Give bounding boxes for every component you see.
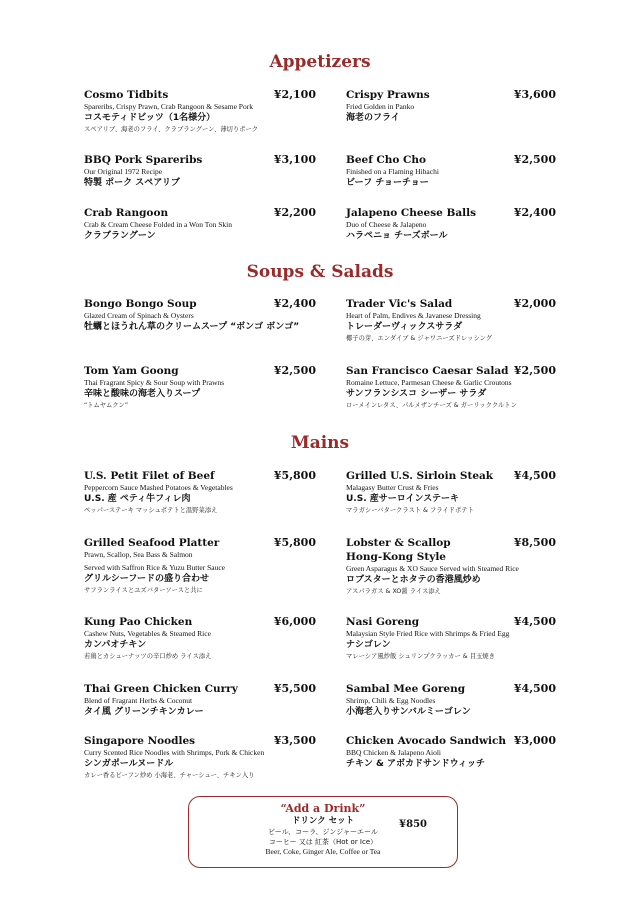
menu-item-jalapeno-cheese-balls [346, 206, 556, 243]
item-note-jp: マラガシーバタークラスト & フライドポテト [346, 507, 474, 514]
item-name-jp: 辛味と酸味の海老入りスープ [84, 389, 201, 399]
item-name: Trader Vic's Salad [346, 298, 453, 310]
section-title-mains: Mains [290, 433, 350, 453]
item-name-jp: 特製 ポーク スペアリブ [84, 178, 180, 188]
item-name: Grilled Seafood Platter [84, 537, 220, 549]
menu-item-us-petit-filet [84, 469, 316, 516]
drink-list-jp: ビール、コーラ、ジンジャーエール [268, 828, 378, 836]
item-description: Our Original 1972 Recipe [84, 167, 163, 176]
menu-item-crispy-prawns [346, 88, 556, 125]
menu-item-tom-yam-goong [84, 364, 316, 411]
item-name-jp: チキン & アボカドサンドウィッチ [346, 759, 486, 769]
item-name: Jalapeno Cheese Balls [346, 207, 477, 219]
item-description: Finished on a Flaming Hibachi [346, 167, 439, 176]
item-name-jp: サンフランシスコ シーザー サラダ [346, 389, 487, 399]
item-name-jp: ナシゴレン [346, 640, 391, 650]
item-name-jp: クラブラングーン [84, 231, 156, 241]
item-name: Crispy Prawns [346, 89, 430, 101]
item-name-jp: ロブスターとホタテの香港風炒め [346, 575, 481, 585]
item-price: ¥5,500 [273, 682, 316, 695]
item-price: ¥2,500 [513, 364, 556, 377]
item-price: ¥2,100 [273, 88, 316, 101]
item-note-jp: カレー香るビーフン炒め 小海老、チャーシュー、チキン入り [84, 772, 255, 779]
item-note-jp: アスパラガス & XO醤 ライス添え [346, 588, 441, 595]
item-name: Beef Cho Cho [346, 154, 427, 166]
item-price: ¥4,500 [513, 469, 556, 482]
item-description: Blend of Fragrant Herbs & Coconut [84, 696, 193, 705]
item-name: Crab Rangoon [84, 207, 169, 219]
item-note-jp: マレーシア風炒飯 シュリンプクラッカー & 目玉焼き [346, 653, 495, 660]
menu-item-singapore-noodles [84, 734, 316, 781]
item-name: Singapore Noodles [84, 735, 196, 747]
item-name: Lobster & Scallop [346, 537, 451, 549]
item-name-jp: カンパオチキン [84, 640, 147, 650]
item-name: San Francisco Caesar Salad [346, 365, 509, 377]
item-name-jp: タイ風 グリーンチキンカレー [84, 707, 204, 717]
section-title-soups-salads: Soups & Salads [246, 262, 394, 282]
item-price: ¥3,500 [273, 734, 316, 747]
item-note-jp: スペアリブ、海老のフライ、クラブラングーン、薄切りポーク [84, 126, 259, 133]
item-description: Green Asparagus & XO Sauce Served with Steamed Rice [346, 564, 519, 573]
menu-item-trader-vics-salad [346, 297, 556, 344]
item-name: Bongo Bongo Soup [84, 298, 197, 310]
item-name: Grilled U.S. Sirloin Steak [346, 470, 494, 482]
menu-item-cosmo-tidbits [84, 88, 316, 135]
item-description: Spareribs, Crispy Prawn, Crab Rangoon & Sesame Pork [84, 102, 253, 111]
drink-list-en: Beer, Coke, Ginger Ale, Coffee or Tea [265, 847, 381, 856]
item-name: Thai Green Chicken Curry [84, 683, 238, 695]
item-price: ¥3,100 [273, 153, 316, 166]
item-name-jp: 海老のフライ [346, 113, 400, 123]
menu-item-crab-rangoon [84, 206, 316, 243]
item-price: ¥2,500 [273, 364, 316, 377]
item-price: ¥2,000 [513, 297, 556, 310]
item-description: BBQ Chicken & Jalapeno Aioli [346, 748, 441, 757]
item-name: U.S. Petit Filet of Beef [84, 470, 215, 482]
item-price: ¥4,500 [513, 615, 556, 628]
item-description: Fried Golden in Panko [346, 102, 415, 111]
item-name-jp: コスモティドビッツ（1名様分） [84, 113, 216, 123]
item-description: Crab & Cream Cheese Folded in a Won Ton Skin [84, 220, 232, 229]
item-description: Duo of Cheese & Jalapeno [346, 220, 427, 229]
item-price: ¥6,000 [273, 615, 316, 628]
menu-item-nasi-goreng [346, 615, 556, 662]
item-description: Curry Scented Rice Noodles with Shrimps, Pork & Chicken [84, 748, 265, 757]
item-price: ¥2,200 [273, 206, 316, 219]
item-description-2: Served with Saffron Rice & Yuzu Butter Sauce [84, 563, 226, 572]
menu-item-kung-pao-chicken [84, 615, 316, 662]
item-price: ¥2,400 [513, 206, 556, 219]
item-description: Shrimp, Chili & Egg Noodles [346, 696, 436, 705]
item-description: Peppercorn Sauce Mashed Potatoes & Vegetables [84, 483, 233, 492]
item-name-jp: ハラペニョ チーズボール [346, 231, 448, 241]
add-a-drink-box [188, 796, 458, 868]
menu-item-grilled-seafood-platter [84, 536, 316, 596]
item-description: Heart of Palm, Endives & Javanese Dressing [346, 311, 481, 320]
item-note-jp: ペッパーステーキ マッシュポテトと温野菜添え [84, 507, 218, 514]
item-name-jp: シンガポールヌードル [84, 759, 174, 769]
item-note-jp: 椰子の芽、エンダイブ & ジャワニーズドレッシング [346, 335, 493, 342]
item-price: ¥3,600 [513, 88, 556, 101]
item-name-line-2: Hong-Kong Style [346, 551, 446, 563]
item-note-jp: ローメインレタス、パルメザンチーズ & ガーリッククルトン [346, 402, 517, 409]
item-price: ¥2,400 [273, 297, 316, 310]
item-note-jp: サフランライスとユズバターソースと共に [84, 587, 203, 594]
item-name-jp: U.S. 産 ペティ牛フィレ肉 [84, 494, 191, 504]
menu-item-bbq-pork-spareribs [84, 153, 316, 190]
item-name-jp: グリルシーフードの盛り合わせ [84, 574, 210, 584]
menu-item-bongo-bongo-soup [84, 297, 316, 334]
item-name: Nasi Goreng [346, 616, 420, 628]
item-description: Thai Fragrant Spicy & Sour Soup with Prawns [84, 378, 225, 387]
menu-item-beef-cho-cho [346, 153, 556, 190]
drink-price: ¥850 [399, 819, 427, 830]
item-price: ¥2,500 [513, 153, 556, 166]
item-name-jp: U.S. 産サーロインステーキ [346, 494, 460, 504]
item-price: ¥8,500 [513, 536, 556, 549]
item-description: Romaine Lettuce, Parmesan Cheese & Garlic Croutons [346, 378, 512, 387]
menu-item-sambal-mee-goreng [346, 682, 556, 719]
item-description: Cashew Nuts, Vegetables & Steamed Rice [84, 629, 211, 638]
item-name-jp: 牡蠣とほうれん草のクリームスープ “ボンゴ ボンゴ” [84, 322, 300, 332]
drink-set-jp: ドリンク セット [291, 816, 355, 826]
item-note-jp: 若鶏とカシューナッツの辛口炒め ライス添え [84, 653, 212, 660]
item-name-jp: トレーダーヴィックスサラダ [346, 322, 463, 332]
item-description: Malaysian Style Fried Rice with Shrimps & Fried Egg [346, 629, 510, 638]
item-description: Prawn, Scallop, Sea Bass & Salmon [84, 550, 193, 559]
menu-item-chicken-avocado-sandwich [346, 734, 556, 771]
menu-item-lobster-scallop [346, 536, 556, 597]
item-name: Cosmo Tidbits [84, 89, 169, 101]
item-name: BBQ Pork Spareribs [84, 154, 203, 166]
item-price: ¥4,500 [513, 682, 556, 695]
item-name: Chicken Avocado Sandwich [346, 735, 507, 747]
menu-item-thai-green-curry [84, 682, 316, 719]
section-title-appetizers: Appetizers [269, 52, 371, 72]
drink-title: “Add a Drink” [280, 802, 366, 815]
item-price: ¥5,800 [273, 469, 316, 482]
item-note-jp: “トムヤムクン” [84, 402, 129, 409]
item-name-jp: 小海老入りサンバルミーゴレン [346, 707, 471, 717]
item-name: Tom Yam Goong [84, 365, 179, 377]
item-name: Kung Pao Chicken [84, 616, 193, 628]
drink-list-jp-2: コーヒー 又は 紅茶（Hot or Ice） [268, 838, 378, 846]
menu-item-sf-caesar-salad [346, 364, 556, 411]
item-description: Glazed Cream of Spinach & Oysters [84, 311, 194, 320]
item-price: ¥5,800 [273, 536, 316, 549]
menu-item-grilled-sirloin [346, 469, 556, 516]
item-price: ¥3,000 [513, 734, 556, 747]
item-name: Sambal Mee Goreng [346, 683, 466, 695]
item-description: Malagasy Butter Crust & Fries [346, 483, 439, 492]
item-name-jp: ビーフ チョーチョー [346, 178, 429, 188]
